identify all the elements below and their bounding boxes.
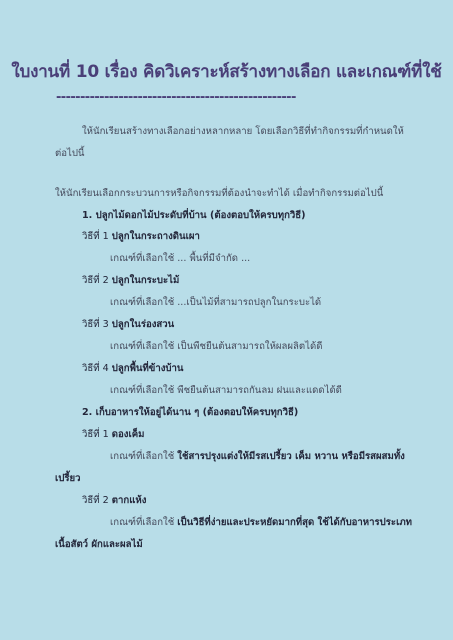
- method-label: วิธีที่ 1: [82, 429, 109, 440]
- criteria-prefix: เกณฑ์ที่เลือกใช้: [110, 451, 175, 462]
- item-1-method-3-criteria: เกณฑ์ที่เลือกใช้ เป็นพืชยืนต้นสามารถให้ผลผลิตได้ดี: [110, 341, 323, 352]
- method-label: วิธีที่ 2: [82, 495, 109, 506]
- instruction-text: ให้นักเรียนเลือกกระบวนการหรือกิจกรรมที่ต้องนำจะทำได้ เมื่อทำกิจกรรมต่อไปนี้: [55, 188, 384, 199]
- item-1-heading: 1. ปลูกไม้ดอกไม้ประดับที่บ้าน (ต้องตอบให้ครบทุกวิธี): [82, 210, 306, 221]
- criteria-text: ใช้สารปรุงแต่งให้มีรสเปรี้ยว เค็ม หวาน หรือมีรสผสมทั้ง: [177, 451, 405, 462]
- method-name: ปลูกในกระบะไม้: [111, 275, 180, 286]
- item-2-method-2-criteria: [110, 515, 412, 530]
- method-label: วิธีที่ 4: [82, 363, 109, 374]
- method-name: ปลูกในกระถางดินเผา: [111, 231, 200, 242]
- method-name: ปลูกในร่องสวน: [111, 319, 175, 330]
- item-1-method-3: [82, 317, 174, 332]
- item-1-method-4: [82, 361, 183, 376]
- item-2-method-1: [82, 427, 145, 442]
- criteria-text: เป็นวิธีที่ง่ายและประหยัดมากที่สุด ใช้ได้กับอาหารประเภท: [177, 517, 412, 528]
- document-title: ใบงานที่ 10 เรื่อง คิดวิเคราะห์สร้างทางเลือก และเกณฑ์ที่ใช้: [11, 62, 442, 82]
- item-2-method-1-criteria: [110, 449, 405, 464]
- method-name: ดองเค็ม: [111, 429, 145, 440]
- method-label: วิธีที่ 3: [82, 319, 109, 330]
- item-1-method-1: [82, 229, 200, 244]
- method-label: วิธีที่ 2: [82, 275, 109, 286]
- item-2-method-2-criteria-cont: เนื้อสัตว์ ผักและผลไม้: [55, 539, 143, 550]
- intro-line-1: ให้นักเรียนสร้างทางเลือกอย่างหลากหลาย โดยเลือกวิธีที่ทำกิจกรรมที่กำหนดให้: [82, 126, 404, 137]
- item-2-method-2: [82, 493, 146, 508]
- item-1-method-1-criteria: เกณฑ์ที่เลือกใช้ ... พื้นที่มีจำกัด ...: [110, 253, 251, 264]
- title-divider: --------------------------------------------------: [56, 90, 296, 105]
- item-2-method-1-criteria-cont: เปรี้ยว: [55, 473, 81, 484]
- item-2-heading: 2. เก็บอาหารให้อยู่ได้นาน ๆ (ต้องตอบให้ครบทุกวิธี): [82, 407, 299, 418]
- method-name: ปลูกพื้นที่ข้างบ้าน: [111, 363, 184, 374]
- method-label: วิธีที่ 1: [82, 231, 109, 242]
- item-1-method-2-criteria: เกณฑ์ที่เลือกใช้ ...เป็นไม้ที่สามารถปลูกในกระบะได้: [110, 297, 322, 308]
- intro-line-2: ต่อไปนี้: [55, 148, 85, 159]
- method-name: ตากแห้ง: [111, 495, 147, 506]
- item-1-method-2: [82, 273, 179, 288]
- criteria-prefix: เกณฑ์ที่เลือกใช้: [110, 517, 175, 528]
- item-1-method-4-criteria: เกณฑ์ที่เลือกใช้ พืชยืนต้นสามารถกันลม ฝนและแดดได้ดี: [110, 385, 342, 396]
